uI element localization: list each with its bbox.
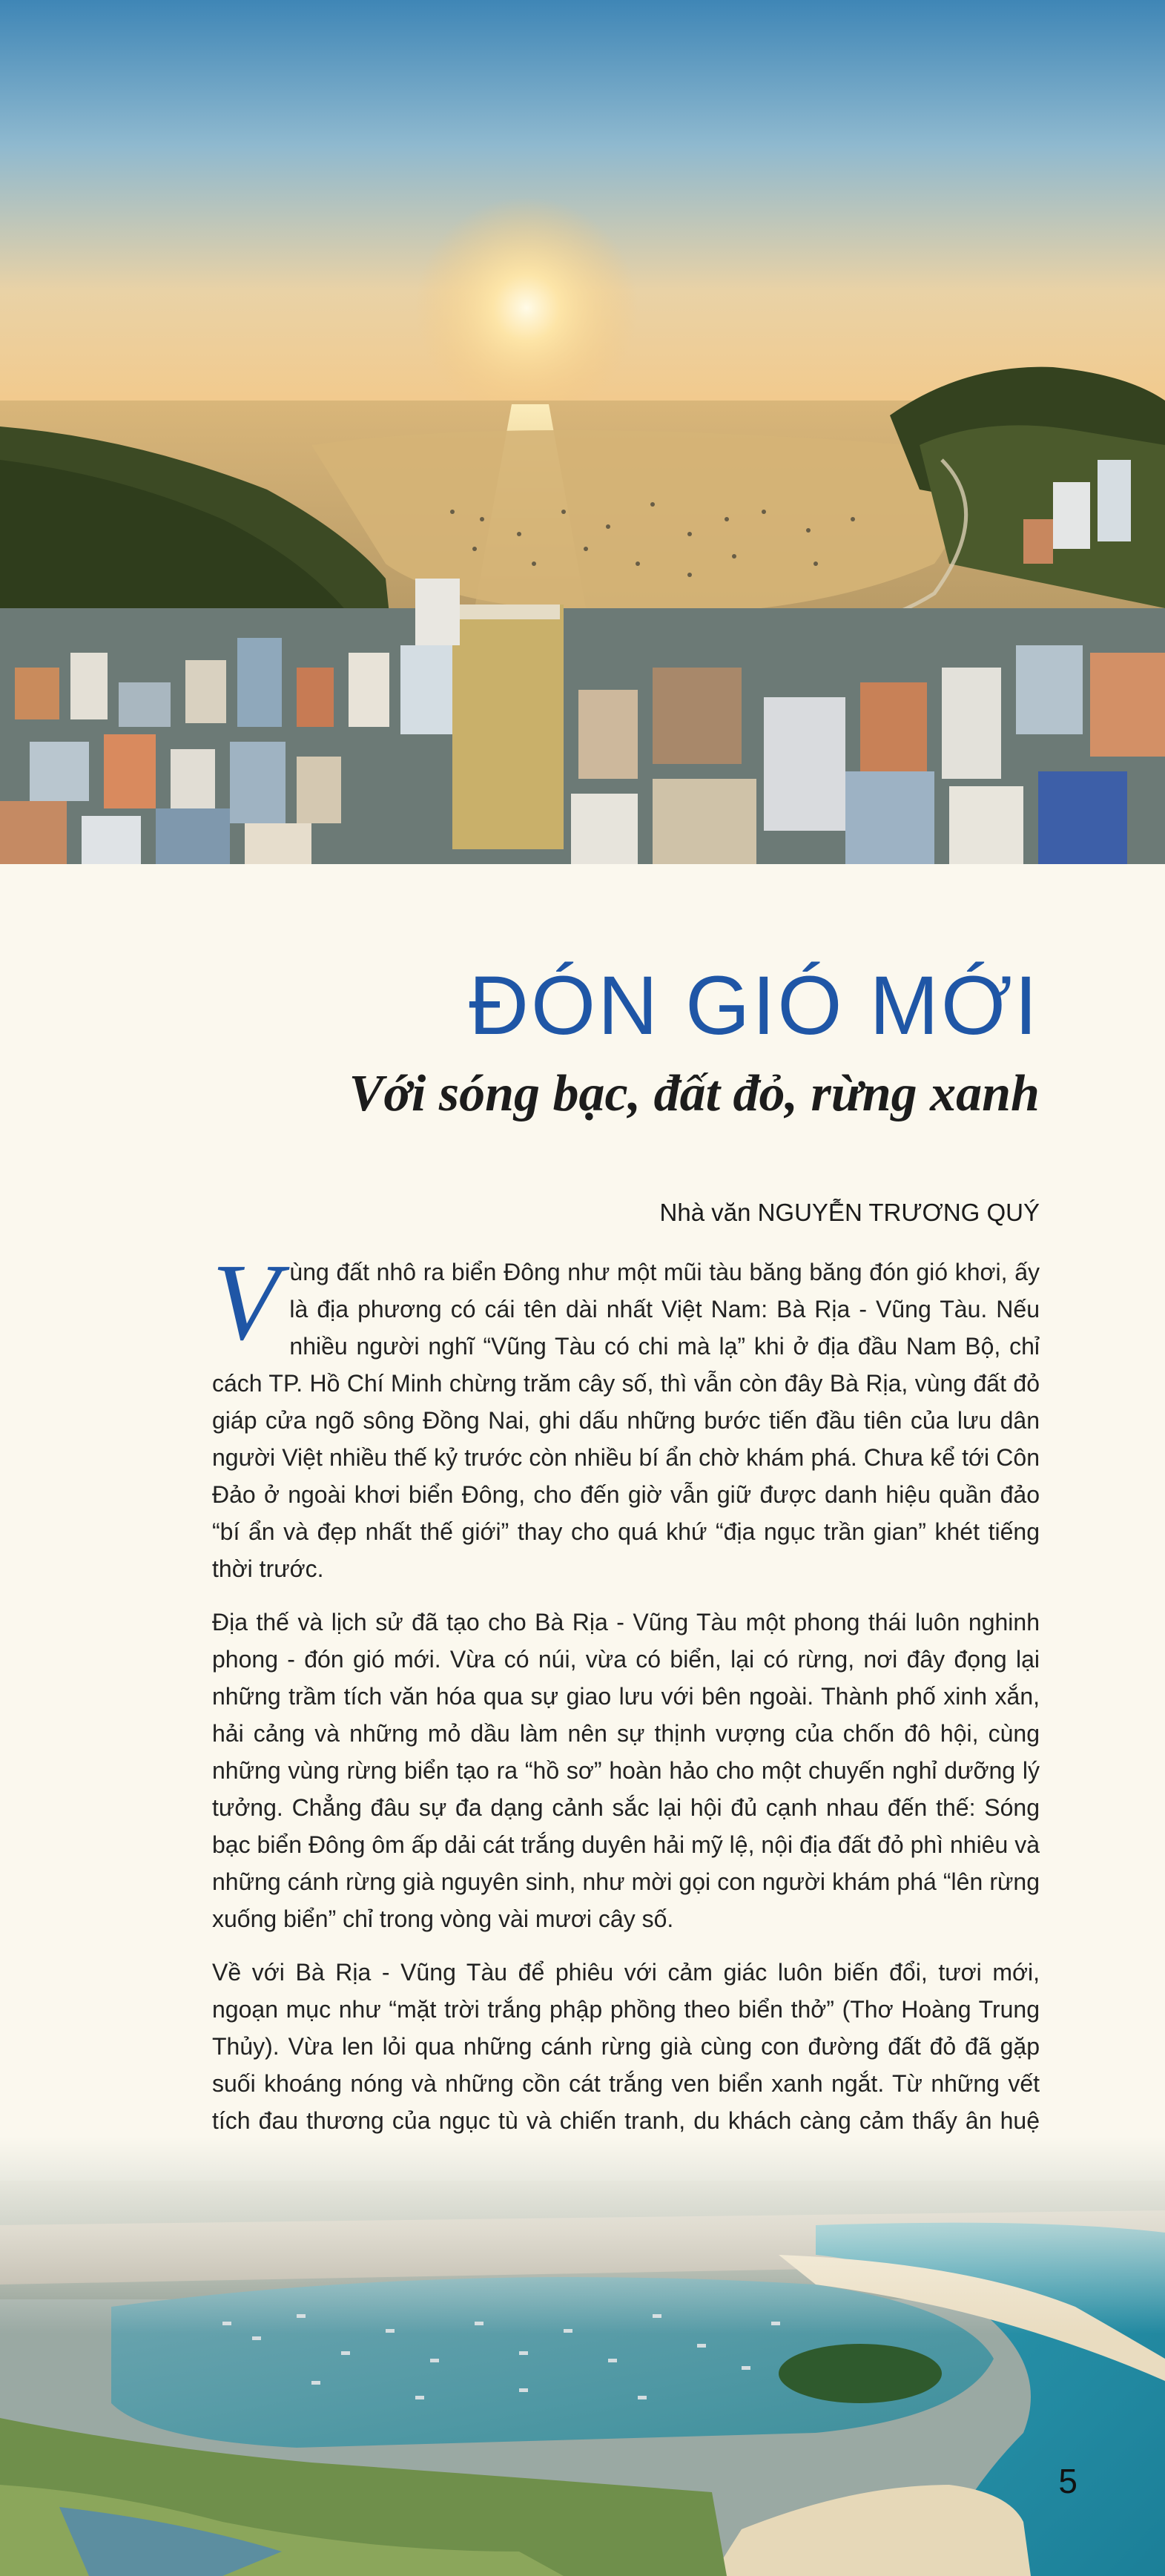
article-paragraph-1 (212, 1242, 1040, 1587)
hero-photo-vung-tau-bay (0, 0, 1165, 864)
author-byline: Nhà văn NGUYỄN TRƯƠNG QUÝ (659, 1199, 1040, 1226)
drop-cap: V (212, 1242, 280, 1363)
article-paragraph-2: Địa thế và lịch sử đã tạo cho Bà Rịa - Vũng Tàu một phong thái luôn nghinh phong - đón gió mới. Vừa có núi, vừa có biển, lại có rừng, nơi đây đọng lại những trầm tích văn hóa qua sự giao lưu với bên ngoài. Thành phố xinh xắn, hải cảng và những mỏ dầu làm nên sự thịnh vượng của chốn đô hội, cùng những vùng rừng biển tạo ra “hồ sơ” hoàn hảo cho một chuyến nghỉ dưỡng lý tưởng. Chẳng đâu sự đa dạng cảnh sắc lại hội đủ cạnh nhau đến thế: Sóng bạc biển Đông ôm ấp dải cát trắng duyên hải mỹ lệ, nội địa đất đỏ phì nhiêu và những cánh rừng già nguyên sinh, như mời gọi con người khám phá “lên rừng xuống biển” chỉ trong vòng vài mươi cây số. (212, 1609, 1040, 1932)
page-number: 5 (1058, 2462, 1077, 2500)
article-title: ĐÓN GIÓ MỚI (469, 959, 1040, 1052)
article-subtitle: Với sóng bạc, đất đỏ, rừng xanh (349, 1065, 1040, 1122)
article-body (212, 1242, 1040, 2267)
title-block (349, 959, 1040, 1122)
paragraph-text: ùng đất nhô ra biển Đông như một mũi tàu băng băng đón gió khơi, ấy là địa phương có cái tên dài nhất Việt Nam: Bà Rịa - Vũng Tàu. Nếu nhiều người nghĩ “Vũng Tàu có chi mà lạ” khi ở địa đầu Nam Bộ, chỉ cách TP. Hồ Chí Minh chừng trăm cây số, thì vẫn còn đây Bà Rịa, vùng đất đỏ giáp cửa ngõ sông Đồng Nai, ghi dấu những bước tiến đầu tiên của lưu dân người Việt nhiều thế kỷ trước còn nhiều bí ẩn chờ khám phá. Chưa kể tới Côn Đảo ở ngoài khơi biển Đông, cho đến giờ vẫn giữ được danh hiệu quần đảo “bí ẩn và đẹp nhất thế giới” thay cho quá khứ “địa ngục trần gian” khét tiếng thời trước. (212, 1259, 1040, 1582)
bottom-photo-harbour (0, 2136, 1165, 2576)
article-paragraph-3: Về với Bà Rịa - Vũng Tàu để phiêu với cảm giác luôn biến đổi, tươi mới, ngoạn mục như “mặt trời trắng phập phồng theo biển thở” (Thơ Hoàng Trung Thủy). Vừa len lỏi qua những cánh rừng già cùng con đường đất đỏ đã gặp suối khoáng nóng và những cồn cát trắng ven biển xanh ngắt. Từ những vết tích đau thương của ngục tù và chiến tranh, du khách càng cảm thấy ân huệ (212, 1959, 1040, 2134)
